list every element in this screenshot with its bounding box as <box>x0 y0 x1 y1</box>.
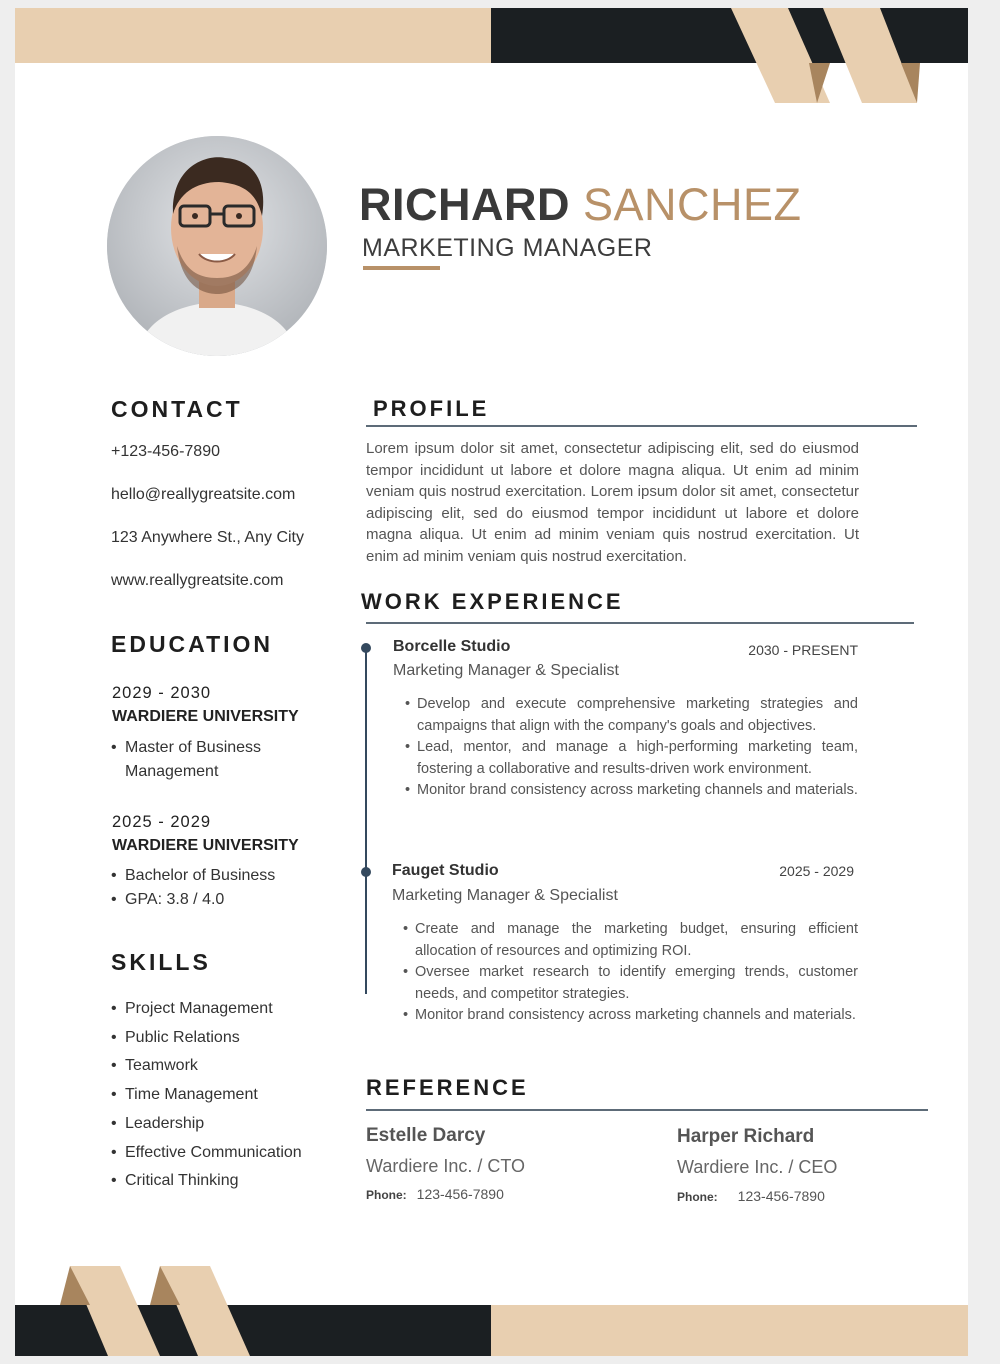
title-underline <box>363 266 440 270</box>
profile-heading: PROFILE <box>373 396 490 421</box>
education-details <box>111 864 275 912</box>
profile-photo <box>107 136 327 356</box>
list-item: • Oversee market research to identify emerging trends, customer needs, and competitor strategies. <box>401 962 858 1005</box>
list-item: • Create and manage the marketing budget, ensuring efficient allocation of resources and optimizing ROI. <box>401 919 858 962</box>
experience-rule <box>366 622 914 624</box>
last-name: SANCHEZ <box>583 179 802 230</box>
list-item: • Monitor brand consistency across marketing channels and materials. <box>401 1005 858 1027</box>
list-item: • GPA: 3.8 / 4.0 <box>111 888 275 912</box>
job-duties <box>401 919 858 1027</box>
contact-website[interactable]: www.reallygreatsite.com <box>111 572 284 589</box>
job-role: Marketing Manager & Specialist <box>393 662 619 679</box>
skill-item: • Leadership <box>111 1110 302 1139</box>
list-item: • Master of Business Management <box>111 736 261 784</box>
contact-email[interactable]: hello@reallygreatsite.com <box>111 486 296 503</box>
timeline-line <box>365 648 367 994</box>
list-item: • Monitor brand consistency across marketing channels and materials. <box>403 780 858 802</box>
skill-item: • Project Management <box>111 995 302 1024</box>
list-item: • Develop and execute comprehensive marketing strategies and campaigns that align with the company's goals and objectives. <box>403 694 858 737</box>
contact-heading: CONTACT <box>111 396 243 422</box>
experience-heading: WORK EXPERIENCE <box>361 589 624 614</box>
contact-phone: +123-456-7890 <box>111 443 220 460</box>
job-title: MARKETING MANAGER <box>362 234 653 262</box>
skill-item: • Time Management <box>111 1081 302 1110</box>
list-item: • Lead, mentor, and manage a high-performing marketing team, fostering a collaborative and results-driven work environment. <box>403 737 858 780</box>
education-years: 2029 - 2030 <box>112 684 212 702</box>
top-beige-band <box>15 8 491 63</box>
job-role: Marketing Manager & Specialist <box>392 887 618 904</box>
education-years: 2025 - 2029 <box>112 813 212 831</box>
first-name: RICHARD <box>359 179 570 230</box>
education-school: WARDIERE UNIVERSITY <box>112 708 299 725</box>
reference-name: Estelle Darcy <box>366 1125 486 1146</box>
job-company: Fauget Studio <box>392 862 499 879</box>
skill-item: • Public Relations <box>111 1024 302 1053</box>
profile-text: Lorem ipsum dolor sit amet, consectetur adipiscing elit, sed do eiusmod tempor incididunt ut labore et dolore magna aliqua. Ut enim ad minim veniam quis nostrud exercitation. Lorem ipsum dolor sit amet, consectetur adipiscing elit, sed do eiusmod tempor incididunt ut labore et dolore magna aliqua. Ut enim ad minim veniam quis nostrud exercitation. Ut enim ad minim veniam quis nostrud exercitation. <box>366 440 859 565</box>
phone-number: 123-456-7890 <box>416 1186 504 1202</box>
education-details <box>111 736 261 784</box>
skill-item: • Critical Thinking <box>111 1167 302 1196</box>
skills-heading: SKILLS <box>111 949 211 975</box>
reference-name: Harper Richard <box>677 1126 815 1147</box>
reference-phone <box>677 1188 825 1204</box>
full-name <box>359 180 802 230</box>
timeline-dot <box>361 643 371 653</box>
phone-label: Phone: <box>366 1188 407 1202</box>
phone-label: Phone: <box>677 1190 718 1204</box>
reference-org: Wardiere Inc. / CEO <box>677 1157 838 1177</box>
job-company: Borcelle Studio <box>393 638 511 655</box>
education-heading: EDUCATION <box>111 631 274 657</box>
skill-item: • Effective Communication <box>111 1139 302 1168</box>
skill-item: • Teamwork <box>111 1052 302 1081</box>
bottom-beige-band <box>491 1305 968 1356</box>
reference-org: Wardiere Inc. / CTO <box>366 1156 526 1176</box>
education-school: WARDIERE UNIVERSITY <box>112 837 299 854</box>
profile-rule <box>366 425 917 427</box>
reference-phone <box>366 1186 504 1202</box>
contact-address: 123 Anywhere St., Any City <box>111 529 304 546</box>
job-period: 2030 - PRESENT <box>748 642 858 658</box>
timeline-dot <box>361 867 371 877</box>
bottom-dark-band <box>15 1305 491 1356</box>
list-item: • Bachelor of Business <box>111 864 275 888</box>
job-period: 2025 - 2029 <box>779 863 854 879</box>
phone-number: 123-456-7890 <box>737 1188 825 1204</box>
resume-page <box>15 8 968 1356</box>
reference-rule <box>366 1109 928 1111</box>
reference-heading: REFERENCE <box>366 1075 529 1100</box>
job-duties <box>403 694 858 802</box>
skills-list <box>111 995 302 1196</box>
